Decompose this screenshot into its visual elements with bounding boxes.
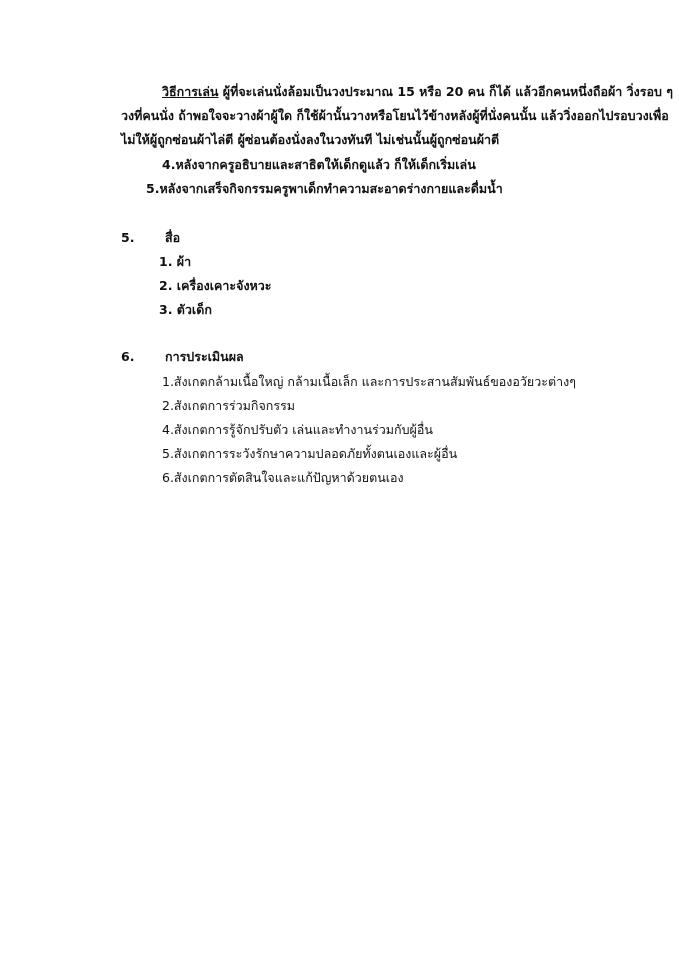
section-6-item-2: 2.สังเกตการร่วมกิจกรรม: [162, 398, 296, 413]
play-method-line-3: ไม่ให้ผู้ถูกซ่อนผ้าไล่ตี ผู้ซ่อนต้องนั่งลงในวงทันที ไม่เช่นนั้นผู้ถูกซ่อนผ้าตี: [121, 132, 500, 147]
section-5-item-3: 3. ตัวเด็ก: [159, 302, 212, 317]
section-5-item-1: 1. ผ้า: [159, 254, 192, 269]
section-6-item-5: 6.สังเกตการตัดสินใจและแก้ปัญหาด้วยตนเอง: [162, 470, 404, 485]
step-4: 4.หลังจากครูอธิบายและสาธิตให้เด็กดูแล้ว ก็ให้เด็กเริ่มเล่น: [162, 157, 476, 172]
play-method-line-2: วงที่คนนั่ง ถ้าพอใจจะวางผ้าผู้ใด ก็ใช้ผ้านั้นวางหรือโยนไว้ข้างหลังผู้ที่นั่งคนนั้น แล้ววิ่งออกไปรอบวงเพื่อ: [121, 108, 669, 123]
play-method-text-1: ผู้ที่จะเล่นนั่งล้อมเป็นวงประมาณ 15 หรือ 20 คน ก็ได้ แล้วอีกคนหนึ่งถือผ้า วิ่งรอบ ๆ: [222, 84, 673, 99]
play-method-line-1: [162, 84, 673, 100]
section-6-number: 6.: [121, 349, 135, 364]
section-6-item-3: 4.สังเกตการรู้จักปรับตัว เล่นและทำงานร่วมกับผู้อื่น: [162, 422, 433, 437]
section-6-item-4: 5.สังเกตการระวังรักษาความปลอดภัยทั้งตนเองและผู้อื่น: [162, 446, 458, 461]
step-5: 5.หลังจากเสร็จกิจกรรมครูพาเด็กทำความสะอาดร่างกายและดื่มน้ำ: [146, 181, 503, 196]
section-6-title: การประเมินผล: [165, 349, 244, 364]
section-5-item-2: 2. เครื่องเคาะจังหวะ: [159, 278, 272, 293]
section-5-number: 5.: [121, 230, 135, 245]
section-5-title: สื่อ: [165, 230, 181, 245]
play-method-heading: วิธีการเล่น: [162, 84, 219, 99]
section-6-item-1: 1.สังเกตกล้ามเนื้อใหญ่ กล้ามเนื้อเล็ก และการประสานสัมพันธ์ของอวัยวะต่างๆ: [162, 374, 576, 389]
